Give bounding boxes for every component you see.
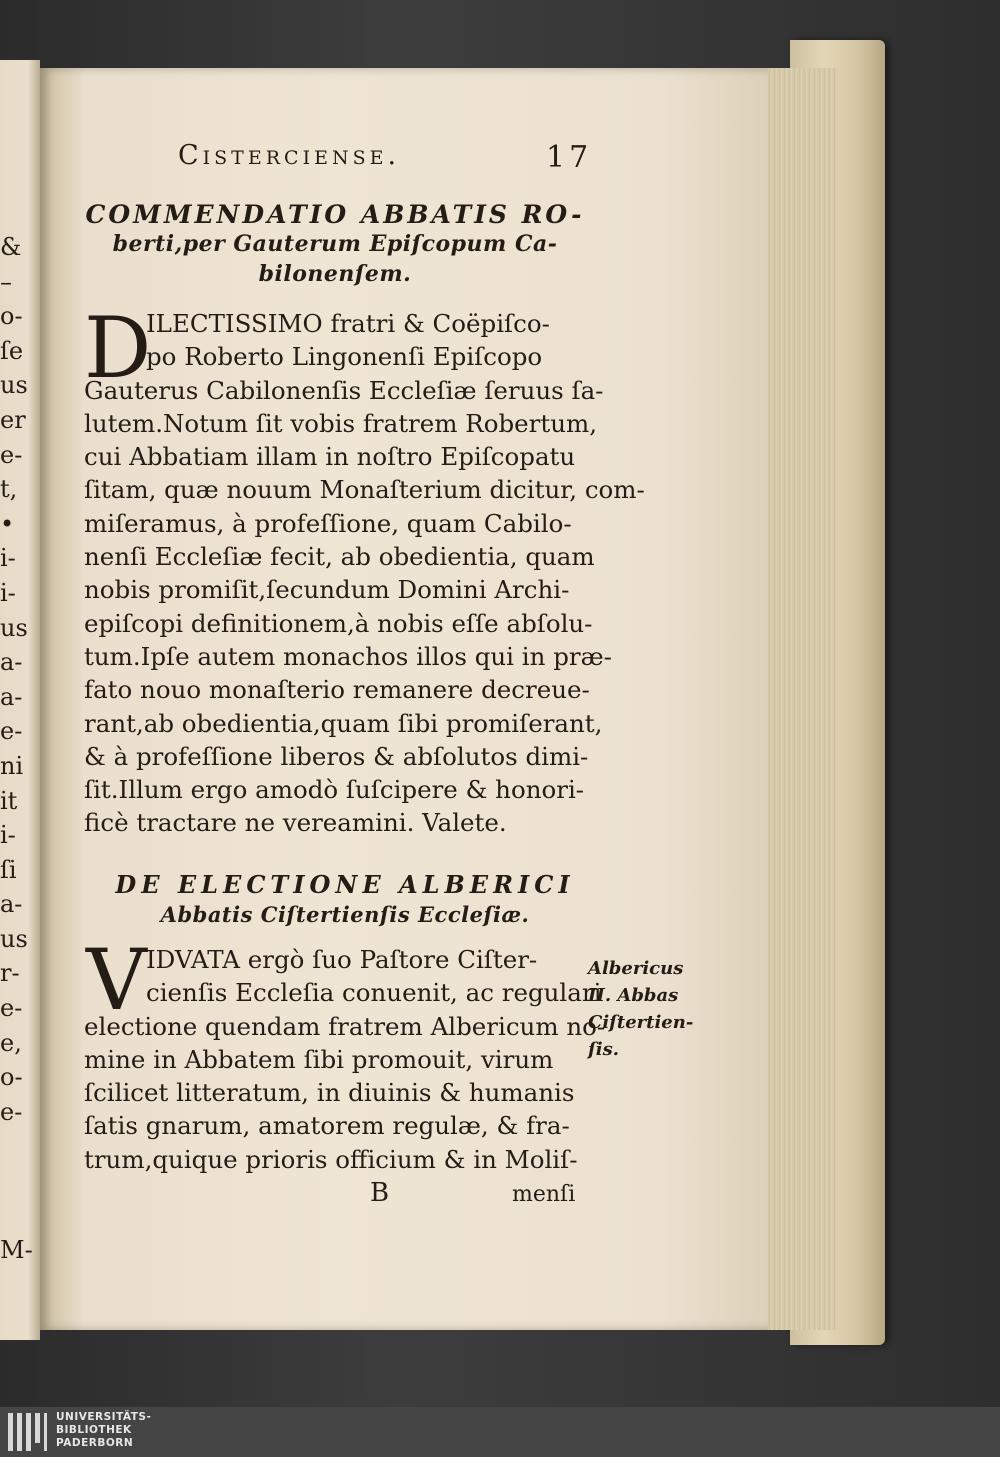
- left-page-fragments: [0, 230, 33, 1268]
- heading-sub-line-1: berti,per Gauterum Epiſcopum Ca-: [112, 231, 558, 257]
- left-page-fragment: i-: [0, 544, 16, 573]
- left-page-fragment: e,: [0, 1028, 22, 1057]
- library-name-line: PADERBORN: [56, 1437, 134, 1449]
- text-line: ſatis gnarum, amatorem regulæ, & fra-: [84, 1111, 570, 1141]
- left-page-fragment: e-: [0, 717, 23, 746]
- heading-title-line: COMMENDATIO ABBATIS RO-: [85, 200, 585, 229]
- text-line: trum,quique prioris officium & in Moliſ-: [84, 1144, 578, 1174]
- text-line: miſeramus, à profeſſione, quam Cabilo-: [84, 508, 572, 538]
- left-page-fragment: us: [0, 613, 28, 642]
- left-page-fragment: a-: [0, 648, 23, 677]
- left-page-fragment: M-: [0, 1236, 33, 1265]
- text-line: ſit.Illum ergo amodò ſuſcipere & honori-: [84, 775, 585, 805]
- election-text: [84, 943, 606, 1176]
- margin-note-line: Ciſtertien-: [588, 1012, 694, 1033]
- left-page-fragment: o-: [0, 1063, 23, 1092]
- left-page-fragment: ſe: [0, 336, 24, 365]
- catchword: menſi: [512, 1182, 576, 1207]
- text-line: po Roberto Lingonenſi Epiſcopo: [146, 342, 543, 372]
- text-line: fato nouo monaſterio remanere decreue-: [84, 675, 590, 705]
- left-page-fragment: –: [0, 267, 12, 296]
- left-page-fragment: [0, 1129, 30, 1164]
- library-logo-icon: [8, 1413, 48, 1451]
- left-page-fragment: e-: [0, 994, 23, 1023]
- text-line: & à profeſſione liberos & abſolutos dimi-: [84, 741, 589, 771]
- margin-note-line: Albericus: [588, 958, 684, 979]
- left-page-fragment: ni: [0, 751, 24, 780]
- left-page-fragment: &: [0, 233, 22, 261]
- dropcap-d: D: [84, 299, 152, 397]
- left-page-fragment: [0, 1199, 30, 1234]
- text-line: mine in Abbatem ſibi promouit, virum: [84, 1044, 554, 1074]
- library-name: [56, 1411, 151, 1450]
- left-page-fragment: a-: [0, 682, 23, 711]
- left-page-fragment: it: [0, 786, 18, 815]
- left-page-fragment: us: [0, 371, 28, 400]
- running-title: Cistercienſe.: [178, 140, 401, 171]
- text-line: cui Abbatiam illam in noſtro Epiſcopatu: [84, 442, 576, 472]
- text-line: epiſcopi definitionem,à nobis eſſe abſolu-: [84, 608, 593, 638]
- left-page-fragment: [0, 1164, 30, 1199]
- dropcap-v: V: [86, 931, 147, 1029]
- text-line: Gauterus Cabilonenſis Eccleſiæ ſeruus ſa-: [84, 375, 604, 405]
- text-line: IDVATA ergò ſuo Paſtore Ciſter-: [146, 945, 538, 974]
- heading-sub-line-2: bilonenſem.: [258, 261, 412, 287]
- left-page-fragment: er: [0, 405, 26, 434]
- left-page-fragment: r-: [0, 959, 20, 988]
- text-line: rant,ab obedientia,quam ſibi promiſerant,: [84, 708, 603, 738]
- left-page-fragment: •: [0, 509, 15, 538]
- text-line: lutem.Notum ſit vobis fratrem Robertum,: [84, 408, 598, 438]
- text-line: tum.Ipſe autem monachos illos qui in præ-: [84, 641, 612, 671]
- left-page-fragment: i-: [0, 821, 16, 850]
- heading2-sub-line: Abbatis Ciſtertienſis Eccleſiæ.: [160, 902, 530, 927]
- text-line: ficè tractare ne vereamini. Valete.: [84, 808, 507, 838]
- library-name-line: UNIVERSITÄTS-: [56, 1411, 152, 1423]
- library-name-line: BIBLIOTHEK: [56, 1424, 132, 1436]
- text-line: nenſi Eccleſiæ fecit, ab obedientia, quam: [84, 542, 595, 572]
- left-page-fragment: e-: [0, 440, 23, 469]
- margin-note: [588, 955, 694, 1063]
- margin-note-line: II. Abbas: [588, 985, 679, 1006]
- left-page-fragment: i-: [0, 578, 16, 607]
- margin-note-line: ſis.: [588, 1039, 619, 1060]
- text-line: electione quendam fratrem Albericum no-: [84, 1011, 606, 1041]
- signature-mark: B: [370, 1178, 390, 1208]
- left-page-fragment: a-: [0, 890, 23, 919]
- page-number: 17: [546, 140, 593, 175]
- text-line: ILECTISSIMO fratri & Coëpiſco-: [146, 309, 550, 338]
- text-line: ſitam, quæ nouum Monaſterium dicitur, com-: [84, 475, 645, 505]
- left-page-fragment: ſi: [0, 855, 17, 884]
- left-page-fragment: e-: [0, 1097, 23, 1126]
- text-line: nobis promiſit,ſecundum Domini Archi-: [84, 575, 570, 605]
- text-line: cienſis Eccleſia conuenit, ac regulari: [146, 978, 602, 1008]
- page-edges: [768, 68, 838, 1330]
- text-line: ſcilicet litteratum, in diuinis & humanis: [84, 1078, 575, 1108]
- left-page-fragment: us: [0, 924, 28, 953]
- running-header: [178, 140, 598, 180]
- section-heading-electione: [110, 870, 580, 927]
- left-page-fragment: o-: [0, 302, 23, 331]
- left-page-edge: [0, 60, 40, 1340]
- section-heading-commendatio: [80, 200, 590, 289]
- left-page-fragment: t,: [0, 475, 18, 504]
- heading2-title-line: DE ELECTIONE ALBERICI: [115, 870, 575, 899]
- footer-bar: [0, 1407, 1000, 1457]
- letter-text: [84, 299, 645, 840]
